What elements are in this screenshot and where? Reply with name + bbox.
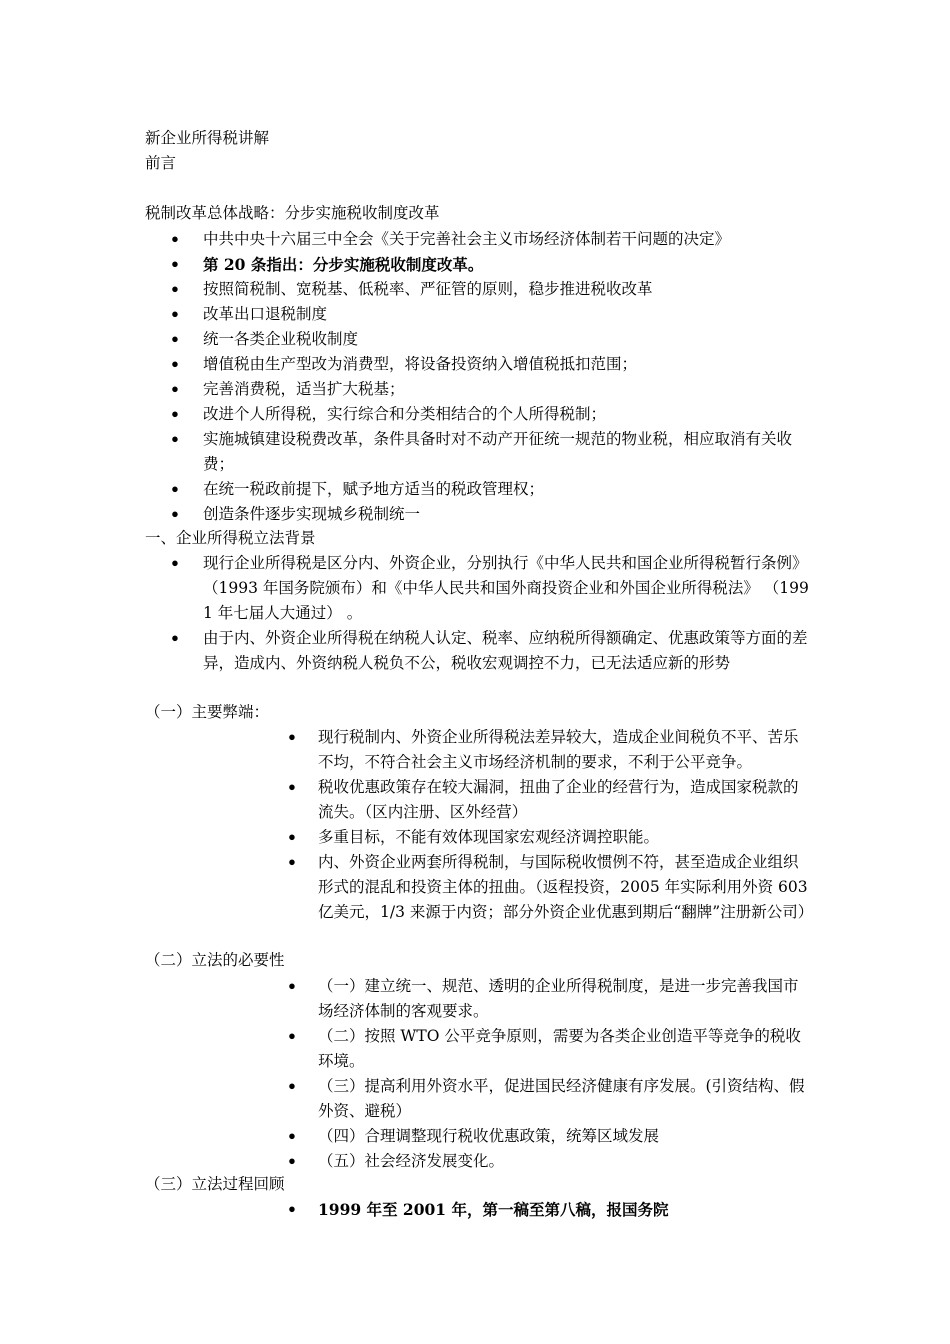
list-item-text: 1999 年至 2001 年，第一稿至第八稿，报国务院	[318, 1200, 669, 1219]
list-item-text: 统一各类企业税收制度	[203, 330, 359, 348]
list-item-text: （五）社会经济发展变化。	[318, 1152, 505, 1170]
bullet-icon: •	[170, 554, 180, 573]
bullet-icon: •	[287, 828, 297, 847]
bullet-icon: •	[287, 853, 297, 872]
bullet-icon: •	[170, 430, 180, 449]
list-item-text: 内、外资企业两套所得税制，与国际税收惯例不符，甚至造成企业组织形式的混乱和投资主体的扭曲。（返程投资，2005 年实际利用外资 603 亿美元，1/3 来源于内资；部分外资企业优惠到期后“翻牌”注册新公司）	[318, 853, 814, 921]
bullet-icon: •	[170, 255, 180, 274]
list-item-text: 现行税制内、外资企业所得税法差异较大，造成企业间税负不平、苦乐不均，不符合社会主义市场经济机制的要求，不利于公平竞争。	[318, 728, 799, 771]
list-item-text: 税收优惠政策存在较大漏洞，扭曲了企业的经营行为，造成国家税款的流失。（区内注册、区外经营）	[318, 778, 799, 821]
list-item-text: 按照简税制、宽税基、低税率、严征管的原则，稳步推进税收改革	[203, 280, 653, 298]
list-item-text: 改进个人所得税，实行综合和分类相结合的个人所得税制；	[203, 405, 607, 423]
bullet-icon: •	[287, 778, 297, 797]
preface-heading: 前言	[145, 154, 177, 172]
bullet-icon: •	[170, 230, 180, 249]
bullet-icon: •	[170, 355, 180, 374]
bullet-icon: •	[287, 728, 297, 747]
list-item-text: 创造条件逐步实现城乡税制统一	[203, 505, 421, 523]
list-item-text: 在统一税政前提下，赋予地方适当的税政管理权；	[203, 480, 545, 498]
section1-heading: 一、企业所得税立法背景	[145, 529, 316, 547]
list-item-text: 中共中央十六届三中全会《关于完善社会主义市场经济体制若干问题的决定》	[203, 230, 731, 248]
document-title: 新企业所得税讲解	[145, 129, 270, 147]
list-item-text: （四）合理调整现行税收优惠政策，统筹区域发展	[318, 1127, 660, 1145]
list-item-text: （一）建立统一、规范、透明的企业所得税制度，是进一步完善我国市场经济体制的客观要求。	[318, 977, 799, 1020]
list-item-text: 增值税由生产型改为消费型，将设备投资纳入增值税抵扣范围；	[203, 355, 638, 373]
bullet-icon: •	[287, 1127, 297, 1146]
list-item-text: 由于内、外资企业所得税在纳税人认定、税率、应纳税所得额确定、优惠政策等方面的差异，造成内、外资纳税人税负不公，税收宏观调控不力，已无法适应新的形势	[203, 629, 808, 672]
bullet-icon: •	[170, 280, 180, 299]
bullet-icon: •	[287, 1027, 297, 1046]
list-item-text: 改革出口退税制度	[203, 305, 328, 323]
bullet-icon: •	[170, 629, 180, 648]
bullet-icon: •	[287, 977, 297, 996]
list-item-text: （三）提高利用外资水平，促进国民经济健康有序发展。(引资结构、假外资、避税）	[318, 1077, 805, 1120]
bullet-icon: •	[170, 505, 180, 524]
bullet-icon: •	[287, 1152, 297, 1171]
list-item-text: 完善消费税，适当扩大税基；	[203, 380, 405, 398]
list-item-text: 第 20 条指出：分步实施税收制度改革。	[203, 255, 484, 274]
bullet-icon: •	[287, 1077, 297, 1096]
sub1-heading: （一）主要弊端：	[145, 703, 270, 721]
bullet-icon: •	[170, 380, 180, 399]
list-item-text: 多重目标，不能有效体现国家宏观经济调控职能。	[318, 828, 660, 846]
list-item-text: 实施城镇建设税费改革，条件具备时对不动产开征统一规范的物业税，相应取消有关收费；	[203, 430, 793, 473]
bullet-icon: •	[287, 1200, 297, 1219]
sub3-heading: （三）立法过程回顾	[145, 1175, 285, 1193]
bullet-icon: •	[170, 405, 180, 424]
bullet-icon: •	[170, 330, 180, 349]
bullet-icon: •	[170, 305, 180, 324]
strategy-heading: 税制改革总体战略：分步实施税收制度改革	[145, 204, 440, 222]
list-item-text: 现行企业所得税是区分内、外资企业，分别执行《中华人民共和国企业所得税暂行条例》 （1993 年国务院颁布）和《中华人民共和国外商投资企业和外国企业所得税法》 （1991 年七届人大通过） 。	[203, 554, 809, 622]
bullet-icon: •	[170, 480, 180, 499]
list-item-text: （二）按照 WTO 公平竞争原则，需要为各类企业创造平等竞争的税收环境。	[318, 1027, 801, 1070]
sub2-heading: （二）立法的必要性	[145, 951, 285, 969]
